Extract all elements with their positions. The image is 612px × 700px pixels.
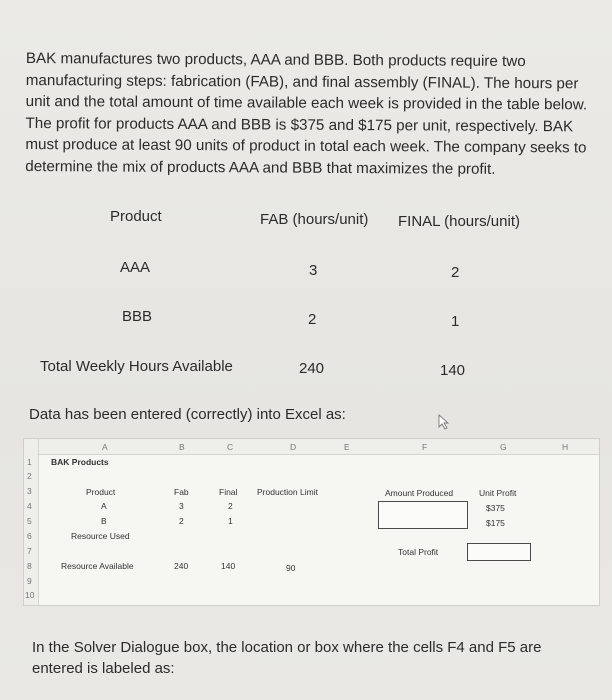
row-bbb-final: 1	[451, 313, 460, 330]
total-hours-label: Total Weekly Hours Available	[40, 358, 233, 375]
row-number-6: 6	[27, 531, 32, 541]
col-header-c: C	[227, 442, 234, 452]
cell-b5[interactable]: 2	[179, 516, 184, 526]
cell-d3-production-limit[interactable]: Production Limit	[257, 487, 318, 497]
total-hours-final: 140	[440, 362, 466, 379]
cell-c8[interactable]: 140	[221, 561, 236, 571]
cell-f7-total-profit[interactable]: Total Profit	[398, 547, 439, 557]
cell-b4[interactable]: 3	[179, 501, 184, 511]
col-header-g: G	[500, 442, 507, 452]
cell-a3-product[interactable]: Product	[86, 487, 116, 497]
excel-sheet	[23, 438, 600, 606]
row-number-3: 3	[27, 486, 32, 496]
row-bbb-product: BBB	[122, 308, 153, 325]
row-number-4: 4	[27, 501, 32, 511]
cell-a5-product-b[interactable]: B	[101, 516, 107, 526]
cell-d8[interactable]: 90	[286, 563, 296, 573]
excel-caption: Data has been entered (correctly) into Excel as:	[29, 406, 346, 423]
problem-statement: BAK manufactures two products, AAA and BBB. Both products require two manufacturing steps: fabrication (FAB), and final assembly (FINAL). The hours per unit and the total amount of time available each week is provided in the table below. The profit for products AAA and BBB is $375 and $175 per unit, respectively. BAK must produce at least 90 units of product in total each week. The company seeks to determine the mix of products AAA and BBB that maximizes the profit.	[25, 49, 588, 178]
col-header-d: D	[290, 442, 297, 452]
column-header-bar	[24, 439, 599, 455]
total-hours-fab: 240	[299, 360, 325, 377]
col-header-e: E	[344, 442, 350, 452]
cell-a4-product-a[interactable]: A	[101, 501, 107, 511]
row-aaa-final: 2	[451, 264, 460, 281]
row-number-1: 1	[27, 457, 32, 467]
cell-a8-resource-available[interactable]: Resource Available	[61, 561, 134, 571]
col-header-a: A	[102, 442, 108, 452]
cell-c5[interactable]: 1	[228, 516, 233, 526]
cell-b8[interactable]: 240	[174, 561, 189, 571]
header-fab: FAB (hours/unit)	[260, 211, 369, 228]
row-number-7: 7	[27, 546, 32, 556]
col-header-h: H	[562, 442, 569, 452]
cell-g4[interactable]: $375	[486, 503, 505, 513]
cell-b3-fab[interactable]: Fab	[174, 487, 189, 497]
row-number-8: 8	[27, 561, 32, 571]
row-number-2: 2	[27, 471, 32, 481]
col-header-f: F	[422, 442, 428, 452]
cell-g7-total-profit-box[interactable]	[467, 543, 531, 561]
cell-c4[interactable]: 2	[228, 501, 233, 511]
row-number-9: 9	[27, 576, 32, 586]
row-aaa-product: AAA	[120, 259, 151, 276]
question-text: In the Solver Dialogue box, the location or box where the cells F4 and F5 are entered is labeled as:	[32, 639, 542, 677]
cell-f3-amount-produced[interactable]: Amount Produced	[385, 488, 454, 498]
mouse-cursor-icon	[437, 414, 451, 430]
header-final: FINAL (hours/unit)	[398, 213, 520, 230]
cell-c3-final[interactable]: Final	[219, 487, 238, 497]
header-product: Product	[110, 208, 162, 225]
row-aaa-fab: 3	[309, 262, 318, 279]
cell-a1-title[interactable]: BAK Products	[51, 457, 109, 467]
row-bbb-fab: 2	[308, 311, 317, 328]
cell-g5[interactable]: $175	[486, 518, 505, 528]
cell-g3-unit-profit[interactable]: Unit Profit	[479, 488, 517, 498]
cell-a6-resource-used[interactable]: Resource Used	[71, 531, 130, 541]
col-header-b: B	[179, 442, 185, 452]
row-number-5: 5	[27, 516, 32, 526]
cell-f4-f5-amount-produced-box[interactable]	[378, 501, 468, 529]
row-number-10: 10	[25, 590, 35, 600]
